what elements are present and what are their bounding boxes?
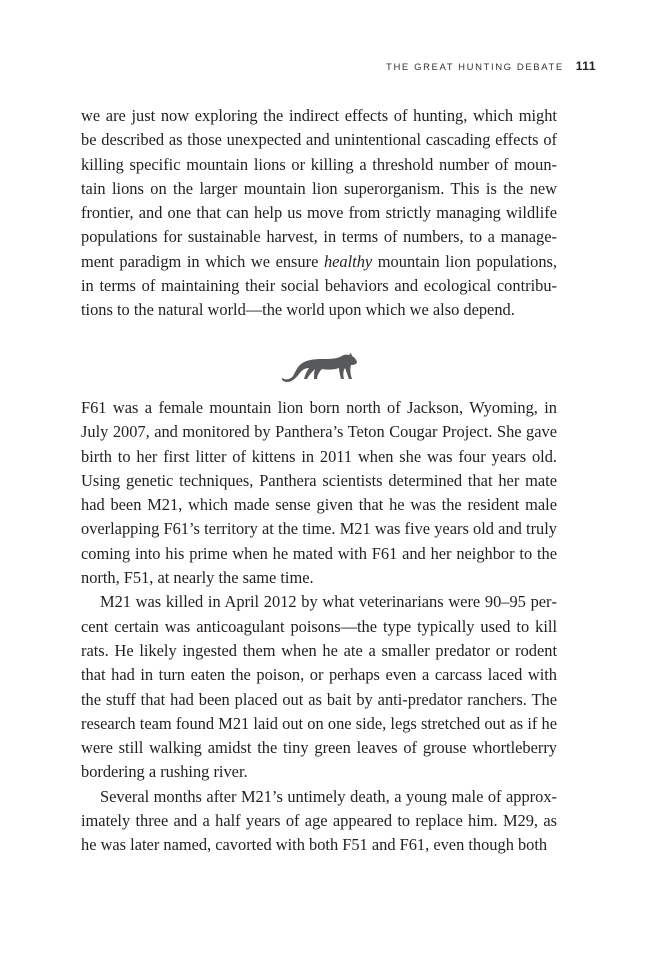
running-title: THE GREAT HUNTING DEBATE <box>386 62 564 73</box>
paragraph-text: mountain lion populations, in terms of maintaining their social behaviors and ecological contributions to the natural world—the world upon which we also depend. <box>81 251 557 320</box>
mountain-lion-silhouette-icon <box>280 349 360 383</box>
running-head <box>360 59 596 77</box>
paragraph: Several months after M21’s untimely death, a young male of approximately three and a half years of age appeared to replace him. M29, as he was later named, cavorted with both F51 and F61, even though both <box>81 786 557 855</box>
emphasis-text: healthy <box>323 251 373 271</box>
paragraph: M21 was killed in April 2012 by what veterinarians were 90–95 percent certain was anticoagulant poisons—the type typically used to kill rats. He likely ingested them when he ate a smaller predator or rodent that had in turn eaten the poison, or perhaps even a carcass laced with the stuff that had been placed out as bait by anti-predator ranchers. The research team found M21 laid out on one side, legs stretched out as if he were still walking amidst the tiny green leaves of grouse whortleberry bordering a rushing river. <box>81 592 557 782</box>
paragraph: F61 was a female mountain lion born north of Jackson, Wyoming, in July 2007, and monitored by Panthera’s Teton Cougar Project. She gave birth to her first litter of kittens in 2011 when she was four years old. Using genetic techniques, Panthera scientists determined that her mate had been M21, which made sense given that he was the resident male overlapping F61’s territory at the time. M21 was five years old and truly coming into his prime when he mated with F61 and her neighbor to the north, F51, at nearly the same time. <box>81 398 557 588</box>
paragraph-text: we are just now exploring the indirect effects of hunting, which might be described as those unexpected and unintentional cascading effects of killing specific mountain lions or killing a threshold number of mountain lions on the larger mountain lion superorganism. This is the new frontier, and one that can help us move from strictly managing wildlife populations for sustainable harvest, in terms of numbers, to a management paradigm in which we ensure <box>81 106 557 271</box>
text-block-f61 <box>81 396 557 858</box>
paragraph <box>81 104 557 323</box>
text-block-intro <box>81 104 557 323</box>
page-number: 111 <box>575 59 596 73</box>
